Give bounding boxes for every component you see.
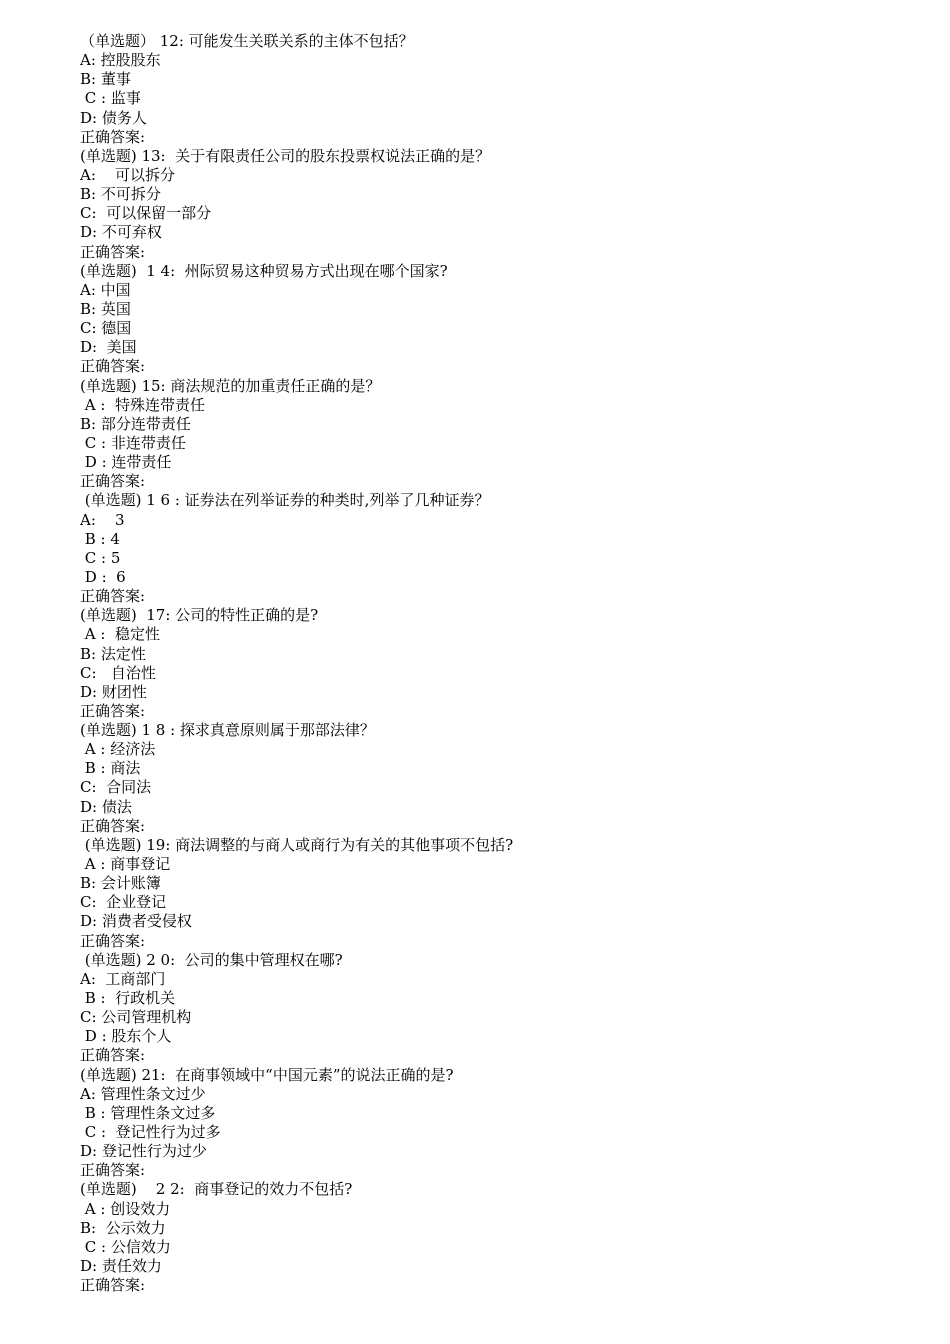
- option-b: B: 英国: [80, 299, 131, 318]
- option-a: A : 经济法: [80, 740, 156, 759]
- question-block: [80, 147, 920, 262]
- answer-label: 正确答案:: [80, 1046, 146, 1065]
- option-b: B: 法定性: [80, 644, 146, 663]
- option-b: B: 公示效力: [80, 1218, 166, 1237]
- option-d: D: 消费者受侵权: [80, 912, 192, 931]
- question-text: (单选题) 2 2: 商事登记的效力不包括?: [80, 1180, 353, 1199]
- option-c: C: 德国: [80, 319, 132, 338]
- option-a: A: 工商部门: [80, 969, 166, 988]
- option-d: D: 责任效力: [80, 1257, 162, 1275]
- option-c: C : 登记性行为过多: [80, 1123, 221, 1142]
- question-block: [80, 1180, 920, 1295]
- option-d: D: 美国: [80, 338, 137, 357]
- option-b: B: 董事: [80, 70, 131, 89]
- question-text: (单选题) 2 0: 公司的集中管理权在哪?: [80, 950, 343, 969]
- option-c: C: 可以保留一部分: [80, 204, 212, 223]
- option-c: C : 非连带责任: [80, 433, 186, 452]
- option-a: A : 稳定性: [80, 625, 160, 644]
- question-text: (单选题) 1 4: 州际贸易这种贸易方式出现在哪个国家?: [80, 261, 448, 280]
- question-text: (单选题) 1 6 : 证券法在列举证券的种类时,列举了几种证券？: [80, 491, 490, 510]
- option-d: D: 债务人: [80, 108, 147, 127]
- question-block: [80, 836, 920, 951]
- option-b: B : 商法: [80, 759, 141, 778]
- question-text: (单选题) 1 8 : 探求真意原则属于那部法律？: [80, 721, 375, 740]
- answer-label: 正确答案:: [80, 242, 146, 261]
- option-a: A: 控股股东: [80, 51, 161, 70]
- option-b: B: 部分连带责任: [80, 414, 191, 433]
- question-block: [80, 377, 920, 492]
- question-text: (单选题) 15: 商法规范的加重责任正确的是？: [80, 376, 381, 395]
- option-a: A: 3: [80, 510, 125, 529]
- option-c: C: 自治性: [80, 663, 156, 682]
- option-c: C: 合同法: [80, 778, 152, 797]
- question-block: [80, 606, 920, 721]
- question-block: [80, 262, 920, 377]
- document-body: [80, 32, 920, 1295]
- answer-label: 正确答案:: [80, 587, 146, 606]
- option-c: C: 企业登记: [80, 893, 167, 912]
- option-c: C : 监事: [80, 89, 141, 108]
- option-d: D: 债法: [80, 797, 132, 816]
- option-d: D : 连带责任: [80, 453, 172, 472]
- answer-label: 正确答案:: [80, 1276, 146, 1295]
- option-b: B : 管理性条文过多: [80, 1103, 216, 1122]
- option-c: C : 5: [80, 548, 121, 567]
- question-text: (单选题) 19: 商法调整的与商人或商行为有关的其他事项不包括?: [80, 835, 514, 854]
- answer-label: 正确答案:: [80, 127, 146, 146]
- question-text: (单选题) 17: 公司的特性正确的是?: [80, 606, 319, 625]
- option-c: C: 公司管理机构: [80, 1008, 192, 1027]
- option-d: D : 股东个人: [80, 1027, 172, 1046]
- option-d: D: 登记性行为过少: [80, 1142, 207, 1161]
- question-text: (单选题) 13: 关于有限责任公司的股东投票权说法正确的是？: [80, 146, 491, 165]
- option-b: B: 会计账簿: [80, 874, 161, 893]
- answer-label: 正确答案:: [80, 701, 146, 720]
- question-block: [80, 32, 920, 147]
- answer-label: 正确答案:: [80, 357, 146, 376]
- option-b: B : 行政机关: [80, 989, 176, 1008]
- question-block: [80, 951, 920, 1066]
- option-d: D: 财团性: [80, 682, 147, 701]
- answer-label: 正确答案:: [80, 931, 146, 950]
- answer-label: 正确答案:: [80, 472, 146, 491]
- question-block: [80, 491, 920, 606]
- question-text: （单选题） 12: 可能发生关联关系的主体不包括？: [80, 32, 414, 50]
- option-d: D: 不可弃权: [80, 223, 162, 242]
- answer-label: 正确答案:: [80, 1161, 146, 1180]
- option-b: B: 不可拆分: [80, 185, 161, 204]
- option-a: A: 中国: [80, 280, 131, 299]
- option-a: A : 创设效力: [80, 1199, 171, 1218]
- option-a: A: 可以拆分: [80, 165, 175, 184]
- option-a: A : 特殊连带责任: [80, 395, 205, 414]
- option-b: B : 4: [80, 529, 120, 548]
- option-a: A: 管理性条文过少: [80, 1084, 206, 1103]
- question-block: [80, 1066, 920, 1181]
- option-d: D : 6: [80, 567, 126, 586]
- answer-label: 正确答案:: [80, 816, 146, 835]
- question-block: [80, 721, 920, 836]
- option-c: C : 公信效力: [80, 1237, 171, 1256]
- option-a: A : 商事登记: [80, 855, 171, 874]
- question-text: (单选题) 21: 在商事领域中“中国元素”的说法正确的是?: [80, 1065, 454, 1084]
